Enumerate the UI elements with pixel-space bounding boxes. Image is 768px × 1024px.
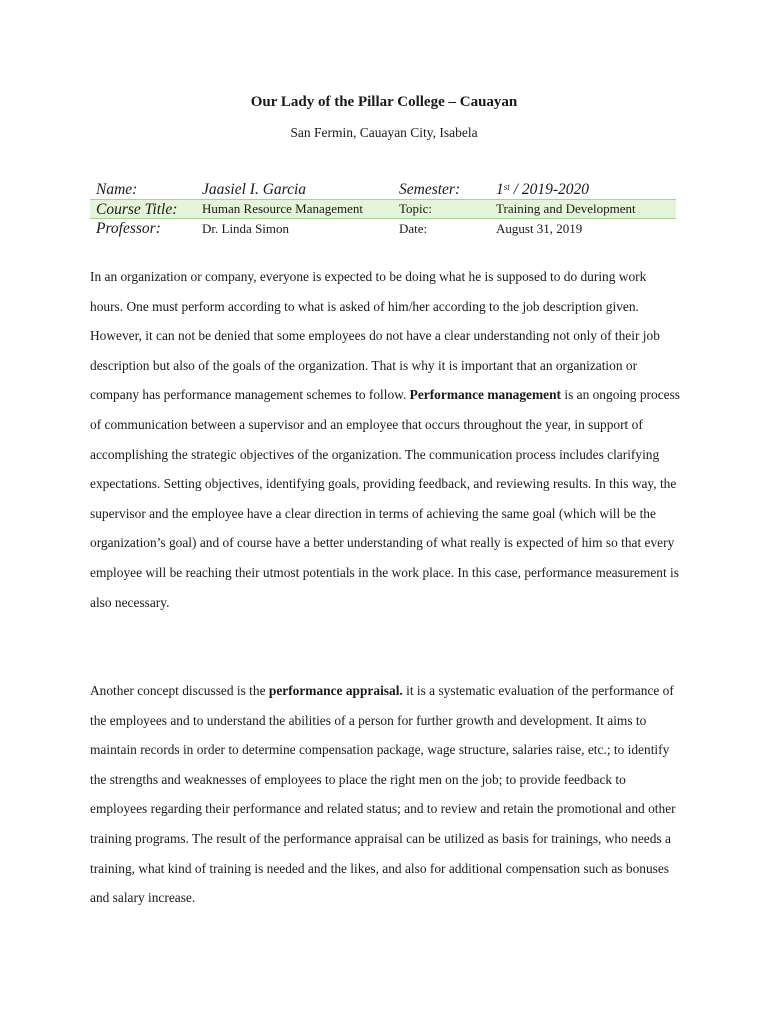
college-title: Our Lady of the Pillar College – Cauayan <box>250 94 518 110</box>
name-label: Name: <box>96 181 138 198</box>
semester-year: / 2019-2020 <box>509 181 589 198</box>
semester-label: Semester: <box>399 181 461 198</box>
paragraph1-intro: In an organization or company, everyone is expected to be doing what he is supposed to do during work hours. One must perform according to what is asked of him/her according to the job description given. However, it can not be denied that some employees do not have a clear understanding not only of their job description but also of the goals of the organization. That is why it is important that an organization or company has performance management schemes to follow. <box>90 269 660 403</box>
college-address: San Fermin, Cauayan City, Isabela <box>290 125 478 140</box>
info-row-course <box>90 199 676 219</box>
professor-label: Professor: <box>96 220 161 237</box>
student-info-table <box>90 180 676 238</box>
paragraph2-rest: it is a systematic evaluation of the performance of the employees and to understand the abilities of a person for further growth and development. It aims to maintain records in order to determine compensation package, wage structure, salaries raise, etc.; to identify the strengths and weaknesses of employees to place the right men on the job; to provide feedback to employees regarding their performance and related status; and to review and retain the promotional and other training programs. The result of the performance appraisal can be utilized as basis for trainings, who needs a training, what kind of training is needed and the likes, and also for additional compensation such as bonuses and salary increase. <box>90 683 676 906</box>
date-value: August 31, 2019 <box>496 221 583 236</box>
date-label: Date: <box>399 221 428 236</box>
paragraph-performance-appraisal <box>90 676 680 913</box>
name-value: Jaasiel I. Garcia <box>202 181 307 198</box>
paragraph2-term: performance appraisal. <box>268 683 403 698</box>
semester-ordinal: st <box>503 182 510 192</box>
topic-label: Topic: <box>399 201 433 216</box>
course-label: Course Title: <box>96 201 178 218</box>
semester-value <box>496 180 589 199</box>
semester-number: 1 <box>496 181 504 198</box>
info-row-name <box>90 180 676 199</box>
paragraph1-rest: is an ongoing process of communication between a supervisor and an employee that occurs throughout the year, in support of accomplishing the strategic objectives of the organization. The communication process includes clarifying expectations. Setting objectives, identifying goals, providing feedback, and reviewing results. In this way, the supervisor and the employee have a clear direction in terms of achieving the same goal (which will be the organization’s goal) and of course have a better understanding of what really is expected of him so that every employee will be reaching their utmost potentials in the work place. In this case, performance measurement is also necessary. <box>90 387 681 610</box>
topic-value: Training and Development <box>496 201 636 216</box>
info-row-professor <box>90 219 676 238</box>
professor-value: Dr. Linda Simon <box>202 221 290 236</box>
paragraph2-intro: Another concept discussed is the <box>90 683 269 698</box>
paragraph1-term: Performance management <box>409 387 561 403</box>
course-value: Human Resource Management <box>202 201 364 216</box>
paragraph-performance-management <box>90 262 680 617</box>
